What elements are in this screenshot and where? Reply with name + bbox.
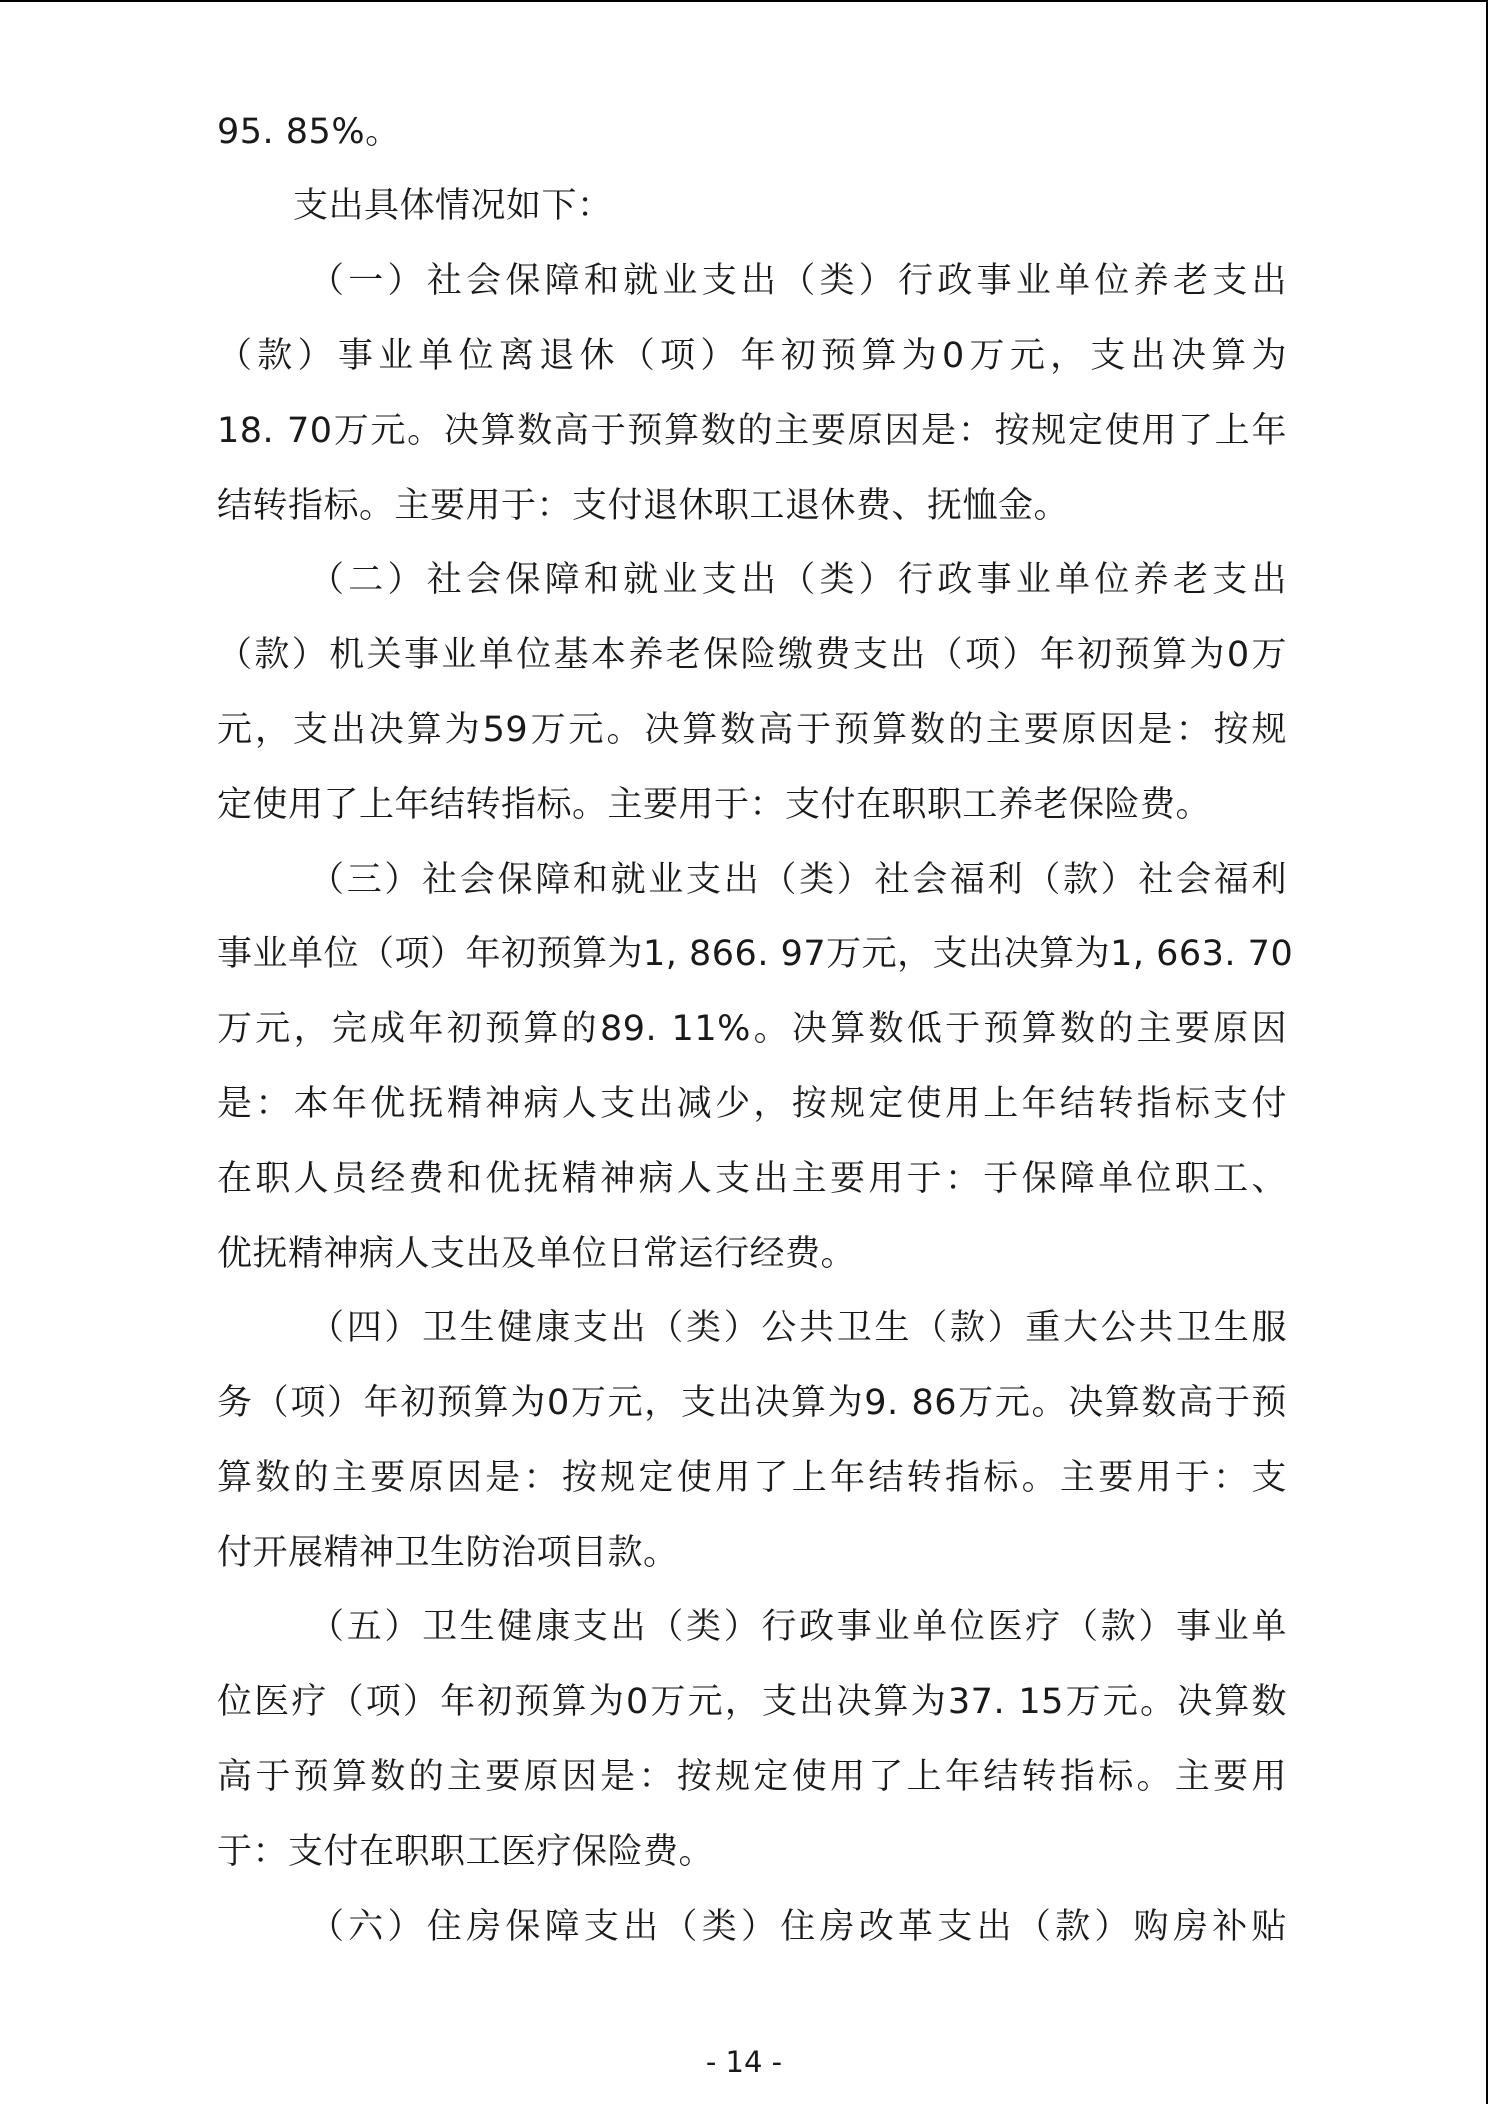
text-line: 于：支付在职职工医疗保险费。: [217, 1832, 715, 1872]
text-line: 算数的主要原因是：按规定使用了上年结转指标。主要用于：支: [217, 1458, 1287, 1498]
text-line: 95. 85%。: [217, 112, 401, 152]
text-line: 支出具体情况如下：: [293, 186, 613, 226]
text-line: 元，支出决算为59万元。决算数高于预算数的主要原因是：按规: [217, 710, 1287, 750]
text-line: 事业单位（项）年初预算为1, 866. 97万元，支出决算为1, 663. 70: [217, 934, 1294, 974]
page-number: - 14 -: [705, 2045, 783, 2079]
text-line: 优抚精神病人支出及单位日常运行经费。: [217, 1234, 857, 1274]
paragraph-heading-6: （六）住房保障支出（类）住房改革支出（款）购房补贴: [309, 1907, 1287, 1947]
text-line: 位医疗（项）年初预算为0万元，支出决算为37. 15万元。决算数: [217, 1682, 1287, 1722]
paragraph-heading-3: （三）社会保障和就业支出（类）社会福利（款）社会福利: [309, 860, 1287, 900]
text-line: 务（项）年初预算为0万元，支出决算为9. 86万元。决算数高于预: [217, 1383, 1287, 1423]
text-line: 万元，完成年初预算的89. 11%。决算数低于预算数的主要原因: [217, 1009, 1287, 1049]
paragraph-heading-2: （二）社会保障和就业支出（类）行政事业单位养老支出: [309, 560, 1287, 600]
text-line: 结转指标。主要用于：支付退休职工退休费、抚恤金。: [217, 486, 1070, 526]
text-line: （款）机关事业单位基本养老保险缴费支出（项）年初预算为0万: [217, 635, 1287, 675]
page-top-border: [0, 0, 1488, 2]
text-line: 是：本年优抚精神病人支出减少，按规定使用上年结转指标支付: [217, 1084, 1287, 1124]
text-line: 付开展精神卫生防治项目款。: [217, 1533, 679, 1573]
paragraph-heading-4: （四）卫生健康支出（类）公共卫生（款）重大公共卫生服: [309, 1308, 1287, 1348]
text-line: （款）事业单位离退休（项）年初预算为0万元，支出决算为: [217, 336, 1287, 376]
paragraph-heading-1: （一）社会保障和就业支出（类）行政事业单位养老支出: [309, 261, 1287, 301]
paragraph-heading-5: （五）卫生健康支出（类）行政事业单位医疗（款）事业单: [309, 1607, 1287, 1647]
text-line: 定使用了上年结转指标。主要用于：支付在职职工养老保险费。: [217, 785, 1212, 825]
text-line: 18. 70万元。决算数高于预算数的主要原因是：按规定使用了上年: [217, 411, 1287, 451]
text-line: 高于预算数的主要原因是：按规定使用了上年结转指标。主要用: [217, 1757, 1287, 1797]
text-line: 在职人员经费和优抚精神病人支出主要用于：于保障单位职工、: [217, 1159, 1287, 1199]
